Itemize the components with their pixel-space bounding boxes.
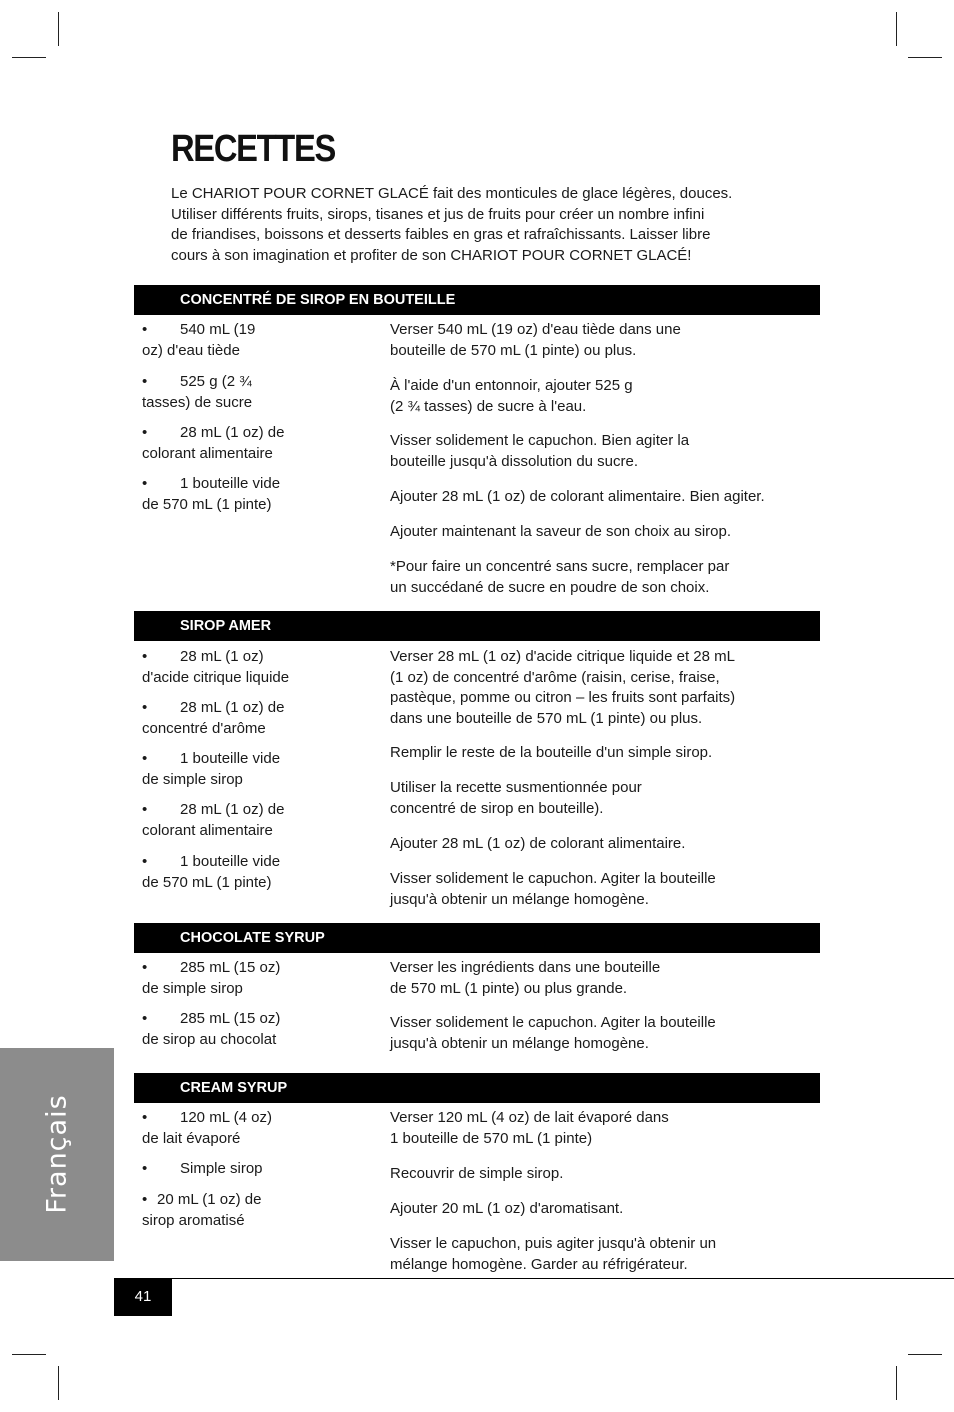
instruction-step: Verser 120 mL (4 oz) de lait évaporé dans 1 bouteille de 570 mL (1 pinte) [390, 1109, 669, 1147]
instruction-step: Verser 540 mL (19 oz) d'eau tiède dans une bouteille de 570 mL (1 pinte) ou plus. [390, 321, 681, 359]
instruction-step: Visser solidement le capuchon. Agiter la bouteille jusqu'à obtenir un mélange homogène. [390, 1014, 716, 1052]
instruction-step: Visser le capuchon, puis agiter jusqu'à obtenir un mélange homogène. Garder au réfrigérateur. [390, 1235, 717, 1273]
ingredient-item: • 1 bouteille vide de 570 mL (1 pinte) [142, 475, 281, 513]
language-side-tab [0, 1048, 114, 1261]
ingredient-item: • 28 mL (1 oz) d'acide citrique liquide [142, 648, 290, 686]
crop-mark [12, 1354, 46, 1355]
instruction-step: Ajouter 20 mL (1 oz) d'aromatisant. [390, 1200, 624, 1217]
instruction-step: Ajouter maintenant la saveur de son choix au sirop. [390, 523, 732, 540]
ingredient-item: • 525 g (2 ¾ tasses) de sucre [142, 373, 253, 411]
intro-line: Utiliser différents fruits, sirops, tisanes et jus de fruits pour créer un nombre infini [171, 205, 705, 223]
crop-mark [908, 57, 942, 58]
section-header-concentre: CONCENTRÉ DE SIROP EN BOUTEILLE [134, 285, 820, 315]
instruction-step: Visser solidement le capuchon. Agiter la bouteille jusqu'à obtenir un mélange homogène. [390, 870, 716, 908]
crop-mark [896, 1366, 897, 1400]
instruction-step: Ajouter 28 mL (1 oz) de colorant alimentaire. Bien agiter. [390, 488, 765, 505]
section-header-chocolate-syrup: CHOCOLATE SYRUP [134, 923, 820, 953]
ingredient-item: • 285 mL (15 oz) de sirop au chocolat [142, 1010, 281, 1048]
ingredient-item: • 28 mL (1 oz) de colorant alimentaire [142, 801, 285, 839]
instruction-step: Verser 28 mL (1 oz) d'acide citrique liquide et 28 mL (1 oz) de concentré d'arôme (raisin, cerise, fraise, pastèque, pomme ou citron – les fruits sont parfaits) dans une bouteille de 570 mL (1 pinte) ou plus. [390, 648, 736, 727]
intro-paragraph [171, 184, 761, 266]
intro-line: de friandises, boissons et desserts faibles en gras et rafraîchissants. Laisser libre [171, 226, 711, 243]
ingredient-item: • 1 bouteille vide de simple sirop [142, 750, 281, 788]
crop-mark [908, 1354, 942, 1355]
crop-mark [58, 12, 59, 46]
instruction-step: Utiliser la recette susmentionnée pour concentré de sirop en bouteille). [390, 779, 642, 817]
ingredient-item: • 1 bouteille vide de 570 mL (1 pinte) [142, 853, 281, 891]
language-label: Français [41, 1094, 73, 1214]
ingredient-item: • 285 mL (15 oz) de simple sirop [142, 959, 281, 997]
ingredient-item: • 20 mL (1 oz) de sirop aromatisé [142, 1191, 262, 1229]
crop-mark [896, 12, 897, 46]
section-header-cream-syrup: CREAM SYRUP [134, 1073, 820, 1103]
ingredient-item: • Simple sirop [142, 1160, 263, 1177]
instruction-step: Recouvrir de simple sirop. [390, 1165, 564, 1182]
instruction-step: *Pour faire un concentré sans sucre, remplacer par un succédané de sucre en poudre de son choix. [390, 558, 730, 596]
instruction-step: Ajouter 28 mL (1 oz) de colorant alimentaire. [390, 835, 686, 852]
instruction-step: À l'aide d'un entonnoir, ajouter 525 g (2 ¾ tasses) de sucre à l'eau. [390, 377, 633, 415]
footer-rule [114, 1278, 954, 1279]
ingredient-item: • 28 mL (1 oz) de colorant alimentaire [142, 424, 285, 462]
intro-line: Le CHARIOT POUR CORNET GLACÉ fait des monticules de glace légères, douces. [171, 185, 733, 202]
ingredient-item: • 28 mL (1 oz) de concentré d'arôme [142, 699, 285, 737]
page-number: 41 [114, 1278, 172, 1316]
crop-mark [12, 57, 46, 58]
instruction-step: Visser solidement le capuchon. Bien agiter la bouteille jusqu'à dissolution du sucre. [390, 432, 690, 470]
intro-line: cours à son imagination et profiter de son CHARIOT POUR CORNET GLACÉ! [171, 246, 692, 264]
section-header-sirop-amer: SIROP AMER [134, 611, 820, 641]
crop-mark [58, 1366, 59, 1400]
ingredient-item: • 540 mL (19 oz) d'eau tiède [142, 321, 256, 359]
instruction-step: Verser les ingrédients dans une bouteille de 570 mL (1 pinte) ou plus grande. [390, 959, 661, 997]
page-title: RECETTES [171, 128, 336, 170]
ingredient-item: • 120 mL (4 oz) de lait évaporé [142, 1109, 272, 1147]
instruction-step: Remplir le reste de la bouteille d'un simple sirop. [390, 744, 713, 761]
